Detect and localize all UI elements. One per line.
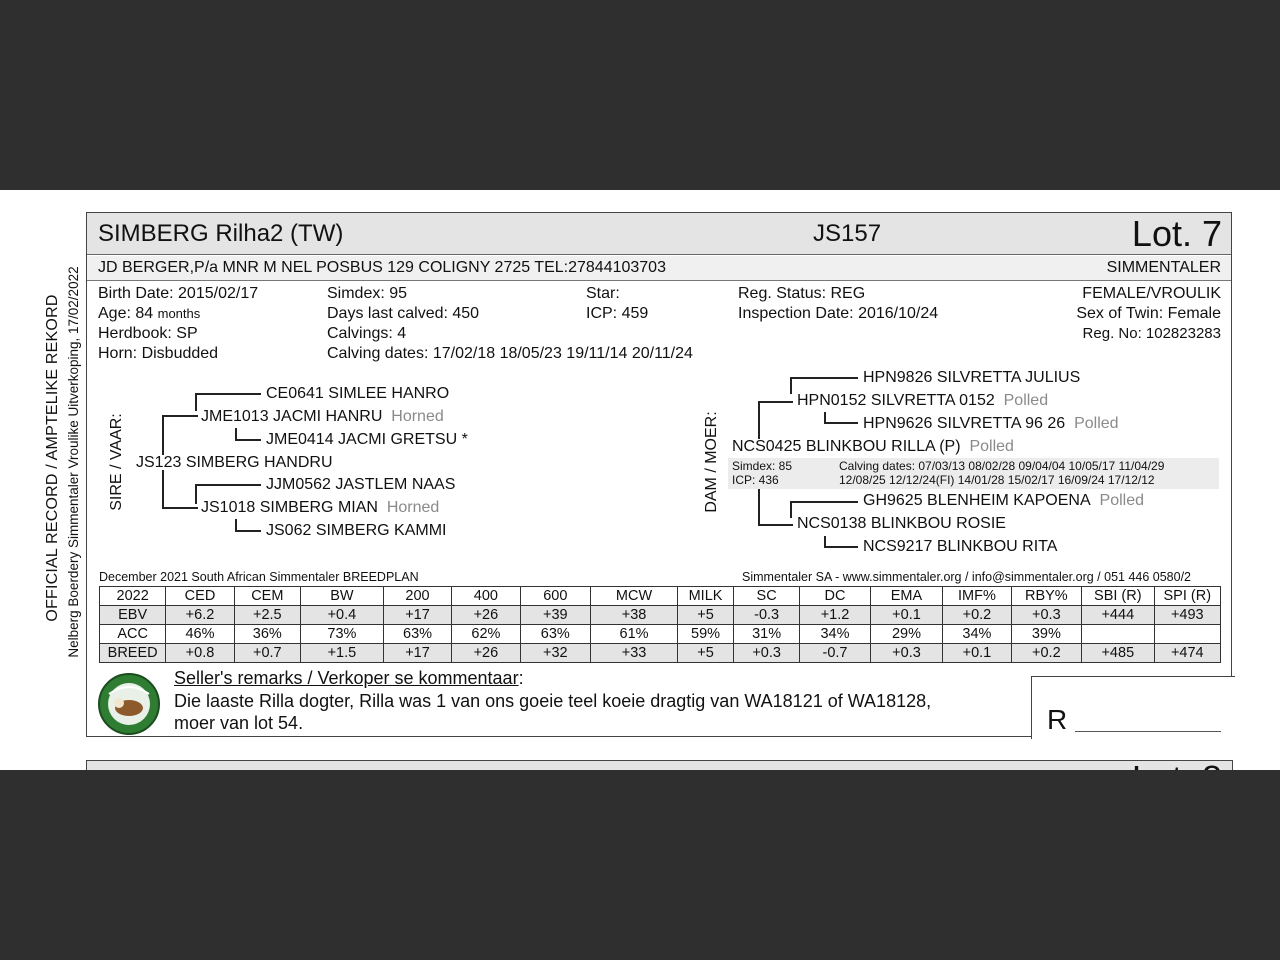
ebv-cell [1082, 625, 1155, 644]
ped-line [195, 393, 261, 395]
ebv-cell: 61% [591, 625, 678, 644]
bottom-frame [0, 770, 1280, 960]
ebv-cell: BREED [100, 644, 166, 663]
ped-line [758, 401, 760, 439]
ebv-header-cell: CED [166, 587, 234, 606]
ebv-header-cell: RBY% [1011, 587, 1081, 606]
sire-sire-dam: JME0414 JACMI GRETSU * [266, 431, 468, 448]
ebv-cell: +0.3 [733, 644, 799, 663]
ebv-cell: +0.8 [166, 644, 234, 663]
r-label: R [1047, 704, 1068, 735]
ebv-header-cell: 2022 [100, 587, 166, 606]
remarks-heading: Seller's remarks / Verkoper se kommentaar: [174, 668, 524, 688]
ebv-cell: +33 [591, 644, 678, 663]
dam-section-label: DAM / MOER: [703, 411, 720, 513]
ebv-header-cell: 400 [452, 587, 520, 606]
ebv-cell: +0.3 [870, 644, 943, 663]
ebv-cell: +0.4 [300, 606, 383, 625]
ebv-cell: +1.2 [800, 606, 870, 625]
dam-calving-dates-2: 12/08/25 12/12/24(FI) 14/01/28 15/02/17 16/09/24 17/12/12 [839, 473, 1155, 487]
ebv-cell: +32 [520, 644, 590, 663]
sire-dam-sire: JJM0562 JASTLEM NAAS [266, 476, 456, 493]
ebv-cell: +17 [383, 606, 451, 625]
ebv-cell: +474 [1154, 644, 1220, 663]
ebv-header-cell: SPI (R) [1154, 587, 1220, 606]
dam-dam: NCS0138 BLINKBOU ROSIE [797, 515, 1006, 532]
ebv-header-row [100, 587, 1221, 606]
ped-line [162, 470, 164, 508]
ebv-cell: 31% [733, 625, 799, 644]
herdbook: Herdbook: SP [98, 325, 198, 342]
calvings: Calvings: 4 [327, 325, 407, 342]
ped-line [162, 507, 198, 509]
ebv-cell: -0.3 [733, 606, 799, 625]
ebv-cell: 46% [166, 625, 234, 644]
r-signature-line[interactable] [1075, 731, 1221, 732]
dam-name: NCS0425 BLINKBOU RILLA (P) Polled [732, 438, 1014, 455]
ebv-cell: ACC [100, 625, 166, 644]
sire-sire-sire: CE0641 SIMLEE HANRO [266, 385, 450, 402]
ebv-cell [1154, 625, 1220, 644]
ped-line [758, 401, 793, 403]
ped-line [824, 546, 858, 548]
ebv-cell: +493 [1154, 606, 1220, 625]
remarks-line-1: Die laaste Rilla dogter, Rilla was 1 van ons goeie teel koeie dragtig van WA18121 of WA18128, [174, 691, 932, 711]
inspection-date: Inspection Date: 2016/10/24 [738, 305, 939, 322]
star: Star: [586, 285, 620, 302]
side-venue-label: Nelberg Boerdery Simmentaler Vroulike Uitverkoping, 17/02/2022 [66, 266, 81, 658]
dam-calving-dates-1: Calving dates: 07/03/13 08/02/28 09/04/04 10/05/17 11/04/29 [839, 459, 1165, 473]
dam-dam-sire: GH9625 BLENHEIM KAPOENA Polled [863, 492, 1145, 509]
ebv-cell: +0.1 [943, 644, 1011, 663]
ebv-cell: +0.1 [870, 606, 943, 625]
ebv-row [100, 644, 1221, 663]
simmentaler-logo-icon [97, 672, 161, 736]
ebv-cell: 63% [383, 625, 451, 644]
ebv-row [100, 606, 1221, 625]
sire-name: JS123 SIMBERG HANDRU [136, 454, 333, 471]
ped-line [758, 489, 760, 525]
ped-line [790, 377, 858, 379]
ebv-cell: EBV [100, 606, 166, 625]
animal-code: JS157 [813, 220, 882, 247]
ebv-cell: +0.7 [234, 644, 300, 663]
sire-sire: JME1013 JACMI HANRU Horned [201, 408, 444, 425]
ebv-cell: +17 [383, 644, 451, 663]
ped-line [790, 377, 792, 394]
ebv-header-cell: BW [300, 587, 383, 606]
ebv-cell: 34% [800, 625, 870, 644]
ebv-header-cell: MCW [591, 587, 678, 606]
icp: ICP: 459 [586, 305, 649, 322]
ebv-header-cell: SC [733, 587, 799, 606]
ebv-cell: +5 [678, 644, 734, 663]
breedplan-contact: Simmentaler SA - www.simmentaler.org / info@simmentaler.org / 051 446 0580/2 [742, 570, 1192, 584]
owner-address: JD BERGER,P/a MNR M NEL POSBUS 129 COLIGNY 2725 TEL:27844103703 [98, 259, 666, 276]
ebv-cell: +1.5 [300, 644, 383, 663]
lot-number: Lot. 7 [1131, 213, 1222, 254]
ebv-cell: 59% [678, 625, 734, 644]
ped-line [195, 393, 197, 411]
animal-name: SIMBERG Rilha2 (TW) [98, 220, 344, 247]
ebv-row [100, 625, 1221, 644]
dam-icp: ICP: 436 [732, 473, 779, 487]
ebv-cell: +5 [678, 606, 734, 625]
ebv-cell: 39% [1011, 625, 1081, 644]
ped-line [790, 501, 792, 518]
breedplan-source: December 2021 South African Simmentaler BREEDPLAN [99, 570, 419, 584]
calving-dates: Calving dates: 17/02/18 18/05/23 19/11/14 20/11/24 [327, 345, 693, 362]
horn-status: Horn: Disbudded [98, 345, 219, 362]
ebv-cell: 34% [943, 625, 1011, 644]
reg-number: Reg. No: 102823283 [1082, 325, 1221, 342]
ebv-cell: +0.2 [943, 606, 1011, 625]
ebv-cell: +444 [1082, 606, 1155, 625]
reg-status: Reg. Status: REG [738, 285, 866, 302]
sire-dam: JS1018 SIMBERG MIAN Horned [201, 499, 440, 516]
days-last-calved: Days last calved: 450 [327, 305, 480, 322]
remarks-line-2: moer van lot 54. [174, 713, 304, 733]
ped-line [235, 530, 261, 532]
ebv-cell: +26 [452, 644, 520, 663]
ebv-header-cell: DC [800, 587, 870, 606]
ped-line [758, 524, 793, 526]
ebv-cell: 62% [452, 625, 520, 644]
ebv-cell: -0.7 [800, 644, 870, 663]
dam-sire-sire: HPN9826 SILVRETTA JULIUS [863, 369, 1081, 386]
ebv-header-cell: 600 [520, 587, 590, 606]
ebv-cell: 36% [234, 625, 300, 644]
sex: FEMALE/VROULIK [1082, 285, 1221, 302]
ped-line [824, 422, 858, 424]
ebv-table [99, 586, 1221, 663]
age: Age: 84 months [98, 305, 201, 322]
ebv-cell: 63% [520, 625, 590, 644]
ped-line [195, 484, 197, 504]
side-official-label: OFFICIAL RECORD / AMPTELIKE REKORD [44, 294, 61, 622]
ebv-cell: 29% [870, 625, 943, 644]
simdex: Simdex: 95 [327, 285, 408, 302]
ebv-cell: +26 [452, 606, 520, 625]
birth-date: Birth Date: 2015/02/17 [98, 285, 259, 302]
ebv-cell: +2.5 [234, 606, 300, 625]
ebv-cell: +6.2 [166, 606, 234, 625]
ebv-header-cell: CEM [234, 587, 300, 606]
ebv-cell: +0.2 [1011, 644, 1081, 663]
ebv-header-cell: SBI (R) [1082, 587, 1155, 606]
dam-dam-dam: NCS9217 BLINKBOU RITA [863, 538, 1058, 555]
ped-line [162, 415, 164, 455]
breed-label: SIMMENTALER [1106, 259, 1221, 276]
sex-of-twin: Sex of Twin: Female [1076, 305, 1221, 322]
ped-line [790, 501, 858, 503]
ebv-header-cell: EMA [870, 587, 943, 606]
ebv-cell: +485 [1082, 644, 1155, 663]
ebv-cell: +0.3 [1011, 606, 1081, 625]
ebv-header-cell: 200 [383, 587, 451, 606]
ped-line [195, 484, 261, 486]
ebv-cell: +38 [591, 606, 678, 625]
ped-line [162, 415, 198, 417]
sire-section-label: SIRE / VAAR: [108, 413, 125, 511]
ebv-cell: +39 [520, 606, 590, 625]
dam-sire: HPN0152 SILVRETTA 0152 Polled [797, 392, 1049, 409]
dam-simdex: Simdex: 85 [732, 459, 793, 473]
ebv-cell: 73% [300, 625, 383, 644]
ebv-header-cell: IMF% [943, 587, 1011, 606]
dam-sire-dam: HPN9626 SILVRETTA 96 26 Polled [863, 415, 1119, 432]
sire-dam-dam: JS062 SIMBERG KAMMI [266, 522, 447, 539]
ped-line [235, 439, 261, 441]
ebv-header-cell: MILK [678, 587, 734, 606]
